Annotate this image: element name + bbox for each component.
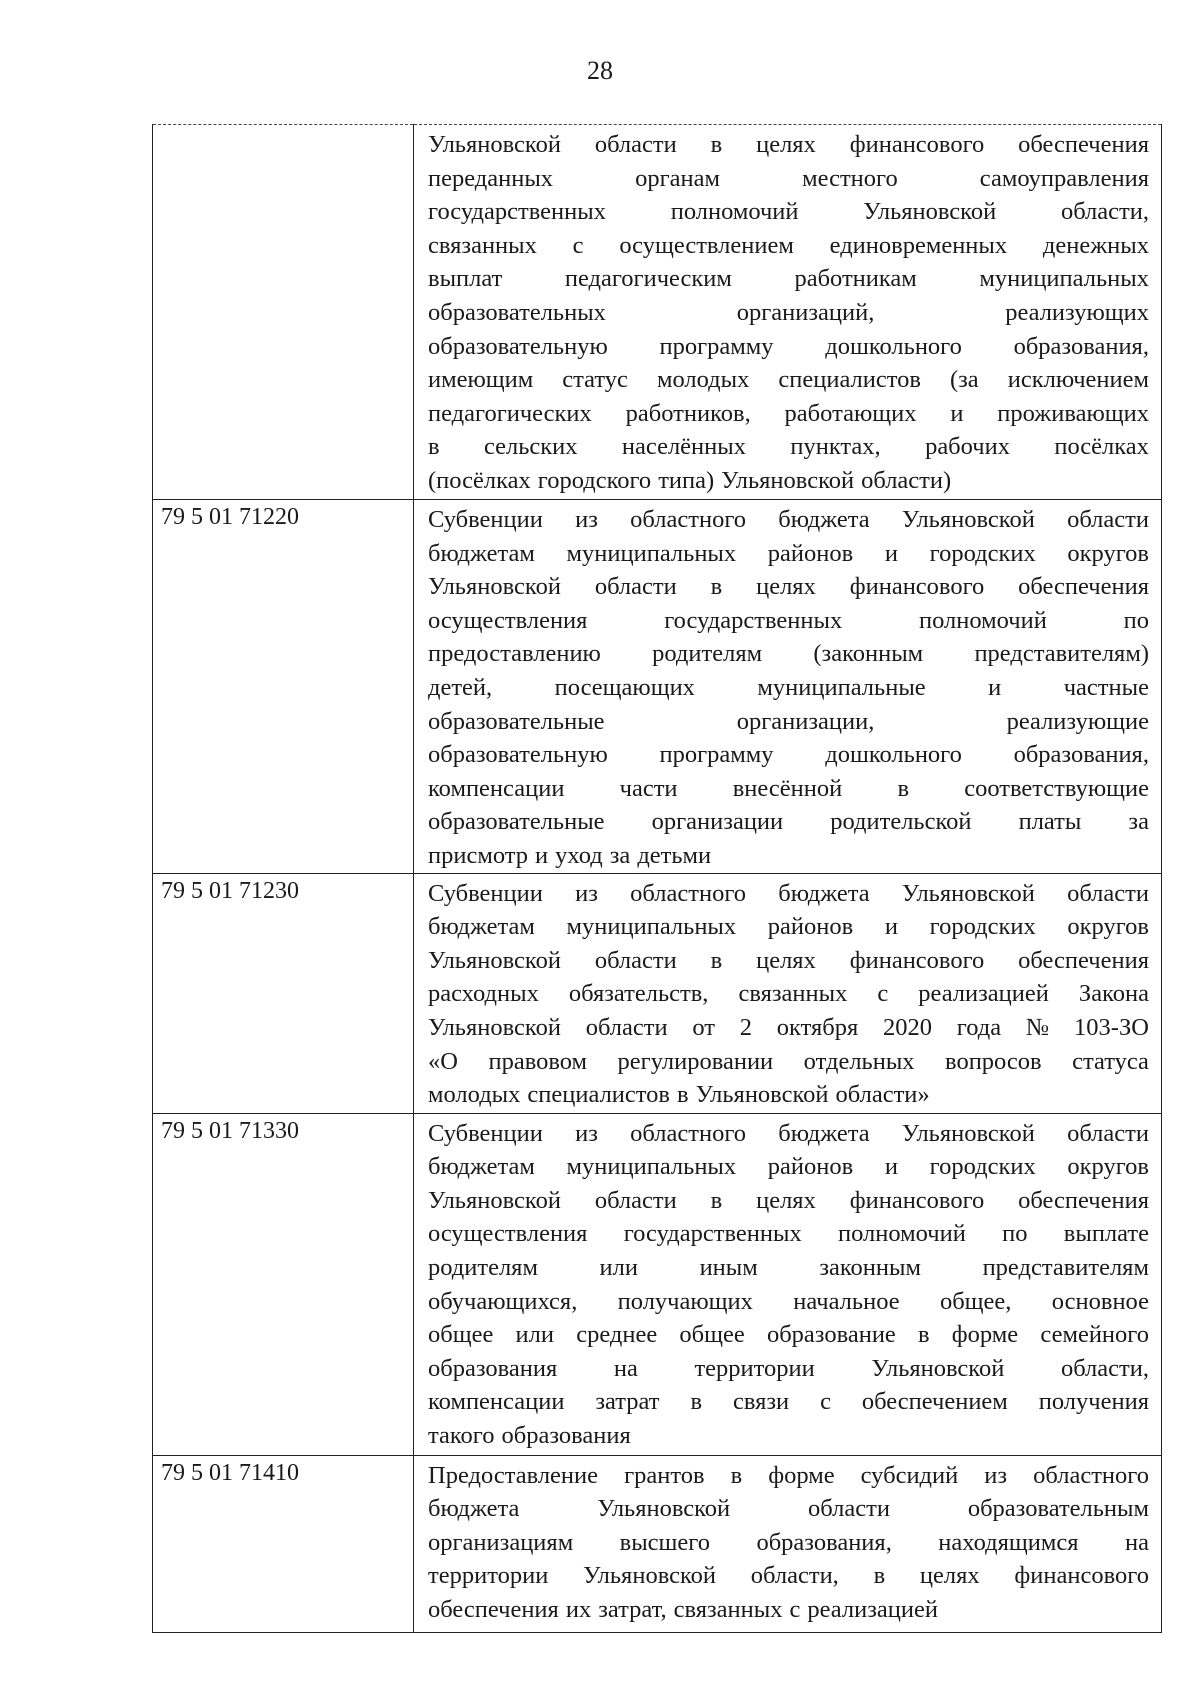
description-line: общее или среднее общее образование в форме семейного [428, 1321, 1149, 1349]
description-line: Субвенции из областного бюджета Ульяновской области [428, 879, 1149, 907]
description-line: присмотр и уход за детьми [428, 841, 712, 869]
description-line: образовательных организаций, реализующих [428, 298, 1149, 326]
table-row [153, 125, 1162, 500]
description-cell [414, 500, 1162, 874]
description-line: организациям высшего образования, находящимся на [428, 1528, 1149, 1556]
table-row [153, 1455, 1162, 1632]
description-line: Ульяновской области от 2 октября 2020 года № 103-ЗО [428, 1013, 1149, 1041]
description-line: бюджетам муниципальных районов и городских округов [428, 539, 1149, 567]
table-row [153, 500, 1162, 874]
description-line: детей, посещающих муниципальные и частные [428, 673, 1149, 701]
description-line: обучающихся, получающих начальное общее, основное [428, 1287, 1149, 1315]
description-line: переданных органам местного самоуправления [428, 164, 1149, 192]
description-line: Субвенции из областного бюджета Ульяновской области [428, 1119, 1149, 1147]
description-line: «О правовом регулировании отдельных вопросов статуса [428, 1047, 1149, 1075]
description-line: бюджетам муниципальных районов и городских округов [428, 913, 1149, 941]
description-line: компенсации затрат в связи с обеспечением получения [428, 1388, 1149, 1416]
description-line: Ульяновской области в целях финансового обеспечения [428, 131, 1149, 158]
description-line: территории Ульяновской области, в целях финансового [428, 1562, 1149, 1590]
description-line: компенсации части внесённой в соответствующие [428, 774, 1149, 802]
code-cell: 79 5 01 71330 [153, 1113, 414, 1455]
description-cell [414, 1113, 1162, 1455]
description-cell [414, 873, 1162, 1113]
description-line: Ульяновской области в целях финансового обеспечения [428, 573, 1149, 601]
description-line: (посёлках городского типа) Ульяновской области) [428, 466, 952, 494]
description-line: образования на территории Ульяновской области, [428, 1354, 1149, 1382]
description-line: Предоставление грантов в форме субсидий из областного [428, 1461, 1149, 1489]
description-line: связанных с осуществлением единовременных денежных [428, 231, 1149, 259]
code-cell: 79 5 01 71410 [153, 1455, 414, 1632]
description-line: образовательную программу дошкольного образования, [428, 741, 1149, 769]
description-line: предоставлению родителям (законным представителям) [428, 640, 1149, 668]
description-line: выплат педагогическим работникам муниципальных [428, 265, 1149, 293]
description-line: имеющим статус молодых специалистов (за исключением [428, 366, 1149, 394]
code-cell: 79 5 01 71220 [153, 500, 414, 874]
description-line: в сельских населённых пунктах, рабочих посёлках [428, 433, 1149, 461]
description-line: бюджета Ульяновской области образовательным [428, 1495, 1149, 1523]
description-line: образовательную программу дошкольного образования, [428, 332, 1149, 360]
description-line: государственных полномочий Ульяновской области, [428, 198, 1149, 226]
page-number: 28 [587, 56, 613, 85]
description-cell [414, 125, 1162, 500]
code-cell [153, 125, 414, 500]
description-line: Субвенции из областного бюджета Ульяновской области [428, 506, 1149, 533]
description-line: такого образования [428, 1421, 631, 1449]
table-row [153, 873, 1162, 1113]
description-line: бюджетам муниципальных районов и городских округов [428, 1153, 1149, 1181]
description-line: обеспечения их затрат, связанных с реализацией [428, 1595, 938, 1623]
description-line: осуществления государственных полномочий по [428, 606, 1149, 634]
description-line: образовательные организации, реализующие [428, 707, 1149, 735]
description-line: молодых специалистов в Ульяновской области» [428, 1081, 930, 1109]
budget-classification-table [152, 124, 1162, 1633]
description-line: расходных обязательств, связанных с реализацией Закона [428, 980, 1149, 1008]
description-line: Ульяновской области в целях финансового обеспечения [428, 946, 1149, 974]
description-cell [414, 1455, 1162, 1632]
description-line: осуществления государственных полномочий по выплате [428, 1220, 1149, 1248]
description-line: родителям или иным законным представителям [428, 1253, 1149, 1281]
description-line: Ульяновской области в целях финансового обеспечения [428, 1186, 1149, 1214]
description-line: педагогических работников, работающих и проживающих [428, 399, 1149, 427]
table-row [153, 1113, 1162, 1455]
description-line: образовательные организации родительской платы за [428, 808, 1149, 836]
code-cell: 79 5 01 71230 [153, 873, 414, 1113]
